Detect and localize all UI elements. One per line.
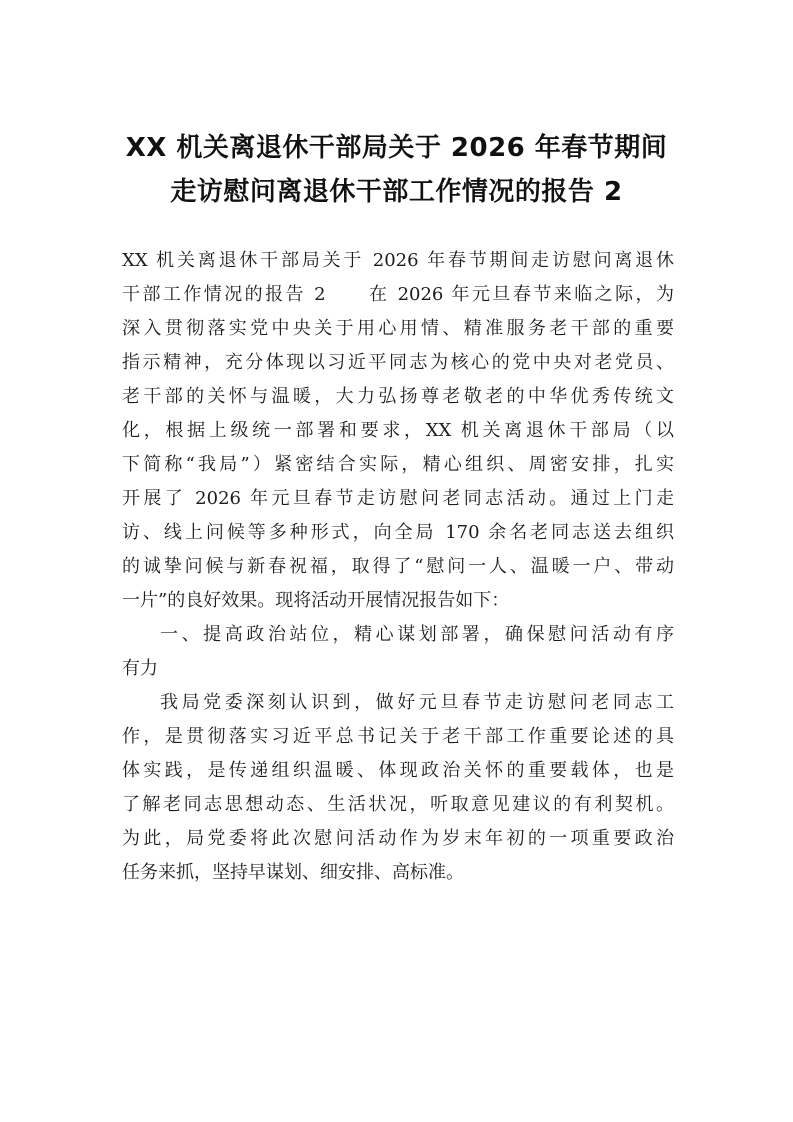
intro-line-8: 开展了 2026 年元旦春节走访慰问老同志活动。通过上门走 <box>122 488 674 509</box>
intro-line-7: 下简称“我局”）紧密结合实际，精心组织、周密安排，扎实 <box>122 454 674 475</box>
document-title <box>90 126 703 214</box>
document-body <box>122 244 674 890</box>
intro-line-3: 深入贯彻落实党中央关于用心用情、精准服务老干部的重要 <box>122 318 674 339</box>
intro-line-6: 化，根据上级统一部署和要求，XX 机关离退休干部局（以 <box>122 420 674 441</box>
paragraph-two-line-1: 我局党委深刻认识到，做好元旦春节走访慰问老同志工 <box>160 692 674 713</box>
intro-paragraph <box>122 244 674 618</box>
section-heading-1 <box>122 618 674 686</box>
paragraph-two-line-2: 作，是贯彻落实习近平总书记关于老干部工作重要论述的具 <box>122 726 674 747</box>
section-heading-line-1: 一、提高政治站位，精心谋划部署，确保慰问活动有序 <box>160 624 674 645</box>
intro-line-5: 老干部的关怀与温暖，大力弘扬尊老敬老的中华优秀传统文 <box>122 386 674 407</box>
title-line-1: XX 机关离退休干部局关于 2026 年春节期间 <box>125 133 668 163</box>
paragraph-two <box>122 686 674 890</box>
intro-line-9: 访、线上问候等多种形式，向全局 170 余名老同志送去组织 <box>122 522 674 543</box>
paragraph-two-line-6: 任务来抓，坚持早谋划、细安排、高标准。 <box>122 862 464 883</box>
intro-line-11: 一片”的良好效果。现将活动开展情况报告如下： <box>122 590 510 611</box>
paragraph-two-line-3: 体实践，是传递组织温暖、体现政治关怀的重要载体，也是 <box>122 760 674 781</box>
intro-line-2: 干部工作情况的报告 2 在 2026 年元旦春节来临之际，为 <box>122 284 674 305</box>
intro-line-4: 指示精神，充分体现以习近平同志为核心的党中央对老党员、 <box>122 352 674 373</box>
intro-line-10: 的诚挚问候与新春祝福，取得了“慰问一人、温暖一户、带动 <box>122 556 674 577</box>
paragraph-two-line-5: 为此，局党委将此次慰问活动作为岁末年初的一项重要政治 <box>122 828 674 849</box>
section-heading-line-2: 有力 <box>122 658 158 679</box>
intro-line-1: XX 机关离退休干部局关于 2026 年春节期间走访慰问离退休 <box>122 250 674 271</box>
paragraph-two-line-4: 了解老同志思想动态、生活状况，听取意见建议的有利契机。 <box>122 794 674 815</box>
title-line-2: 走访慰问离退休干部工作情况的报告 2 <box>170 177 623 207</box>
